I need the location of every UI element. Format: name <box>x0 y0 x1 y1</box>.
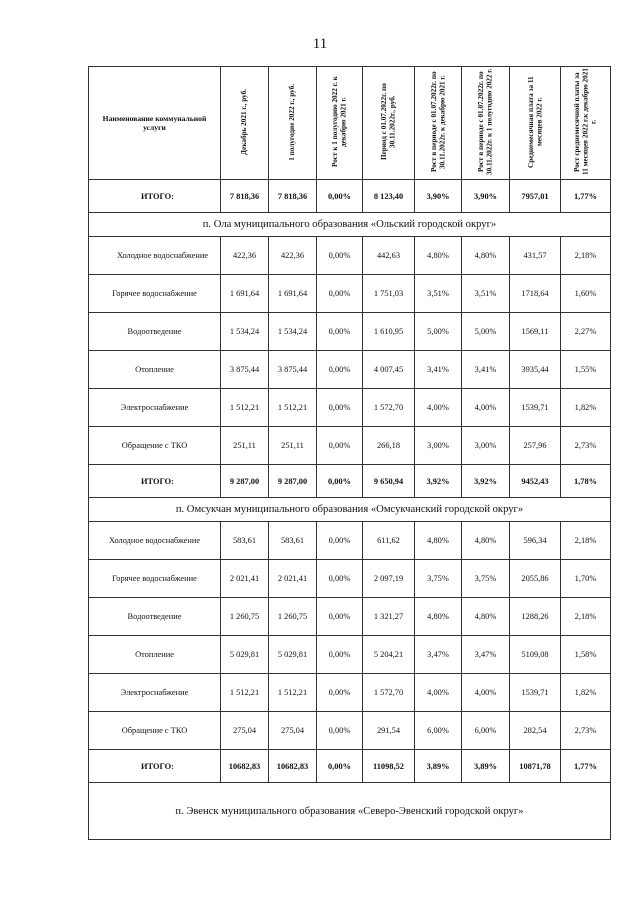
table-cell: 9 650,94 <box>363 465 415 498</box>
table-cell: 3,90% <box>415 180 462 213</box>
table-cell: 1,58% <box>561 636 611 674</box>
header-monthly-average-11m: Среднемесячная плата за 11 месяцев 2022 г. <box>510 67 561 180</box>
table-cell: 4,80% <box>462 237 510 275</box>
table-cell: 0,00% <box>317 674 363 712</box>
table-cell: 1539,71 <box>510 674 561 712</box>
service-name: Электроснабжение <box>89 674 221 712</box>
table-cell: 7957,01 <box>510 180 561 213</box>
table-cell: 3,00% <box>415 427 462 465</box>
table-cell: 2,18% <box>561 522 611 560</box>
service-name: Водоотведение <box>89 598 221 636</box>
table-cell: 1 512,21 <box>221 389 269 427</box>
table-cell: 3,51% <box>462 275 510 313</box>
table-cell: 3,41% <box>462 351 510 389</box>
table-cell: 3,51% <box>415 275 462 313</box>
table-row <box>89 636 611 674</box>
table-row <box>89 560 611 598</box>
table-cell: 1 321,27 <box>363 598 415 636</box>
table-row <box>89 313 611 351</box>
table-cell: 1288,26 <box>510 598 561 636</box>
table-row <box>89 712 611 750</box>
table-cell: 3,75% <box>415 560 462 598</box>
table-cell: 0,00% <box>317 522 363 560</box>
table-cell: 1,82% <box>561 674 611 712</box>
table-cell: 0,00% <box>317 237 363 275</box>
table-cell: 422,36 <box>269 237 317 275</box>
table-cell: 3,47% <box>462 636 510 674</box>
table-cell: 2 097,19 <box>363 560 415 598</box>
table-cell: 0,00% <box>317 560 363 598</box>
table-cell: 251,11 <box>221 427 269 465</box>
section-title: п. Омсукчан муниципального образования «Омсукчанский городской округ» <box>89 498 611 522</box>
table-cell: 3,90% <box>462 180 510 213</box>
header-december-2021: Декабрь 2021 г., руб. <box>221 67 269 180</box>
table-cell: 10682,83 <box>269 750 317 783</box>
table-row <box>89 351 611 389</box>
header-growth-period-vs-h1: Рост в периоде с 01.07.2022г. по 30.11.2022г. к 1 полугодию 2022 г. <box>462 67 510 180</box>
table-cell: 5,00% <box>415 313 462 351</box>
table-cell: 3,75% <box>462 560 510 598</box>
table-cell: 9452,43 <box>510 465 561 498</box>
utility-payments-table <box>88 66 611 840</box>
service-name: Водоотведение <box>89 313 221 351</box>
table-cell: 3,92% <box>462 465 510 498</box>
table-cell: 1 534,24 <box>269 313 317 351</box>
table-cell: 3,89% <box>415 750 462 783</box>
table-cell: 1 572,70 <box>363 674 415 712</box>
service-name: Горячее водоснабжение <box>89 560 221 598</box>
table-cell: 5,00% <box>462 313 510 351</box>
table-cell: 7 818,36 <box>221 180 269 213</box>
table-cell: 4,80% <box>415 237 462 275</box>
table-cell: 4,00% <box>415 674 462 712</box>
table-cell: 1 691,64 <box>269 275 317 313</box>
table-cell: 0,00% <box>317 427 363 465</box>
header-period-jul-nov: Период с 01.07.2022г. по 30.11.2022г., руб. <box>363 67 415 180</box>
table-cell: 1,82% <box>561 389 611 427</box>
table-cell: 442,63 <box>363 237 415 275</box>
table-cell: 0,00% <box>317 712 363 750</box>
table-cell: 266,18 <box>363 427 415 465</box>
table-cell: 583,61 <box>221 522 269 560</box>
table-cell: 6,00% <box>462 712 510 750</box>
table-cell: 4,80% <box>415 598 462 636</box>
table-cell: 1 751,03 <box>363 275 415 313</box>
table-cell: 1 260,75 <box>221 598 269 636</box>
table-cell: 275,04 <box>221 712 269 750</box>
table-cell: 1 691,64 <box>221 275 269 313</box>
header-growth-h1-vs-dec: Рост к 1 полугодию 2022 г. к декабрю 2021 г. <box>317 67 363 180</box>
table-cell: 7 818,36 <box>269 180 317 213</box>
table-cell: 2,18% <box>561 598 611 636</box>
table-cell: 2,73% <box>561 712 611 750</box>
table-cell: 422,36 <box>221 237 269 275</box>
table-cell: 291,54 <box>363 712 415 750</box>
table-cell: 0,00% <box>317 313 363 351</box>
total-label: ИТОГО: <box>89 180 221 213</box>
table-cell: 0,00% <box>317 750 363 783</box>
table-cell: 1 610,95 <box>363 313 415 351</box>
service-name: Отопление <box>89 636 221 674</box>
service-name: Электроснабжение <box>89 389 221 427</box>
header-growth-monthly-average: Рост среднемесячной платы за 11 месяцев 2022 г.к декабрю 2021 г. <box>561 67 611 180</box>
table-cell: 431,57 <box>510 237 561 275</box>
table-cell: 3,89% <box>462 750 510 783</box>
section-title-row <box>89 783 611 840</box>
table-row <box>89 522 611 560</box>
section-title-row <box>89 213 611 237</box>
section-title: п. Ола муниципального образования «Ольский городской округ» <box>89 213 611 237</box>
table-cell: 5 029,81 <box>221 636 269 674</box>
table-cell: 0,00% <box>317 275 363 313</box>
table-cell: 0,00% <box>317 465 363 498</box>
table-cell: 596,34 <box>510 522 561 560</box>
table-cell: 1 512,21 <box>269 674 317 712</box>
table-row <box>89 674 611 712</box>
table-cell: 1 534,24 <box>221 313 269 351</box>
table-cell: 1,55% <box>561 351 611 389</box>
header-service-name: Наименование коммунальной услуги <box>89 67 221 180</box>
section-total-row <box>89 750 611 783</box>
table-cell: 10682,83 <box>221 750 269 783</box>
table-cell: 4,00% <box>462 674 510 712</box>
service-name: Горячее водоснабжение <box>89 275 221 313</box>
table-cell: 2 021,41 <box>269 560 317 598</box>
section-total-row <box>89 465 611 498</box>
table-cell: 0,00% <box>317 636 363 674</box>
table-cell: 3,00% <box>462 427 510 465</box>
table-cell: 2,18% <box>561 237 611 275</box>
table-cell: 1,77% <box>561 180 611 213</box>
table-cell: 1569,11 <box>510 313 561 351</box>
table-cell: 2,27% <box>561 313 611 351</box>
table-cell: 611,62 <box>363 522 415 560</box>
service-name: Обращение с ТКО <box>89 427 221 465</box>
table-cell: 1 572,70 <box>363 389 415 427</box>
table-cell: 1 260,75 <box>269 598 317 636</box>
table-cell: 3,41% <box>415 351 462 389</box>
total-label: ИТОГО: <box>89 750 221 783</box>
table-cell: 3 875,44 <box>221 351 269 389</box>
service-name: Обращение с ТКО <box>89 712 221 750</box>
table-cell: 257,96 <box>510 427 561 465</box>
table-cell: 3935,44 <box>510 351 561 389</box>
table-cell: 3,47% <box>415 636 462 674</box>
table-cell: 1718,64 <box>510 275 561 313</box>
table-cell: 5 204,21 <box>363 636 415 674</box>
table-cell: 1539,71 <box>510 389 561 427</box>
table-cell: 5 029,81 <box>269 636 317 674</box>
table-cell: 4,00% <box>415 389 462 427</box>
table-cell: 5109,08 <box>510 636 561 674</box>
table-cell: 8 123,40 <box>363 180 415 213</box>
table-cell: 1,78% <box>561 465 611 498</box>
table-cell: 4,80% <box>462 522 510 560</box>
table-cell: 4,00% <box>462 389 510 427</box>
header-first-half-2022: 1 полугодие 2022 г., руб. <box>269 67 317 180</box>
table-row <box>89 389 611 427</box>
table-cell: 3,92% <box>415 465 462 498</box>
table-cell: 2,73% <box>561 427 611 465</box>
table-cell: 0,00% <box>317 598 363 636</box>
table-cell: 282,54 <box>510 712 561 750</box>
table-cell: 1,77% <box>561 750 611 783</box>
total-label: ИТОГО: <box>89 465 221 498</box>
table-row <box>89 275 611 313</box>
table-cell: 4,80% <box>415 522 462 560</box>
service-name: Холодное водоснабжение <box>89 522 221 560</box>
table-row <box>89 598 611 636</box>
table-cell: 275,04 <box>269 712 317 750</box>
table-row <box>89 427 611 465</box>
table-cell: 0,00% <box>317 180 363 213</box>
table-cell: 3 875,44 <box>269 351 317 389</box>
table-cell: 2 021,41 <box>221 560 269 598</box>
section-title: п. Эвенск муниципального образования «Северо-Эвенский городской округ» <box>89 783 611 840</box>
section-title-row <box>89 498 611 522</box>
service-name: Отопление <box>89 351 221 389</box>
table-cell: 11098,52 <box>363 750 415 783</box>
page-number: 11 <box>312 36 328 52</box>
service-name: Холодное водоснабжение <box>89 237 221 275</box>
table-cell: 10871,78 <box>510 750 561 783</box>
table-cell: 1 512,21 <box>221 674 269 712</box>
table-cell: 4,80% <box>462 598 510 636</box>
top-total-row <box>89 180 611 213</box>
header-growth-period-vs-dec: Рост в периоде с 01.07.2022г. по 30.11.2022г. к декабрю 2021 г. <box>415 67 462 180</box>
table-cell: 583,61 <box>269 522 317 560</box>
table-cell: 2055,86 <box>510 560 561 598</box>
table-cell: 9 287,00 <box>269 465 317 498</box>
table-cell: 9 287,00 <box>221 465 269 498</box>
table-cell: 251,11 <box>269 427 317 465</box>
table-header-row <box>89 67 611 180</box>
table-cell: 1,70% <box>561 560 611 598</box>
table-cell: 1 512,21 <box>269 389 317 427</box>
table-cell: 6,00% <box>415 712 462 750</box>
table-cell: 0,00% <box>317 351 363 389</box>
table-cell: 1,60% <box>561 275 611 313</box>
table-cell: 0,00% <box>317 389 363 427</box>
table-cell: 4 007,45 <box>363 351 415 389</box>
table-row <box>89 237 611 275</box>
